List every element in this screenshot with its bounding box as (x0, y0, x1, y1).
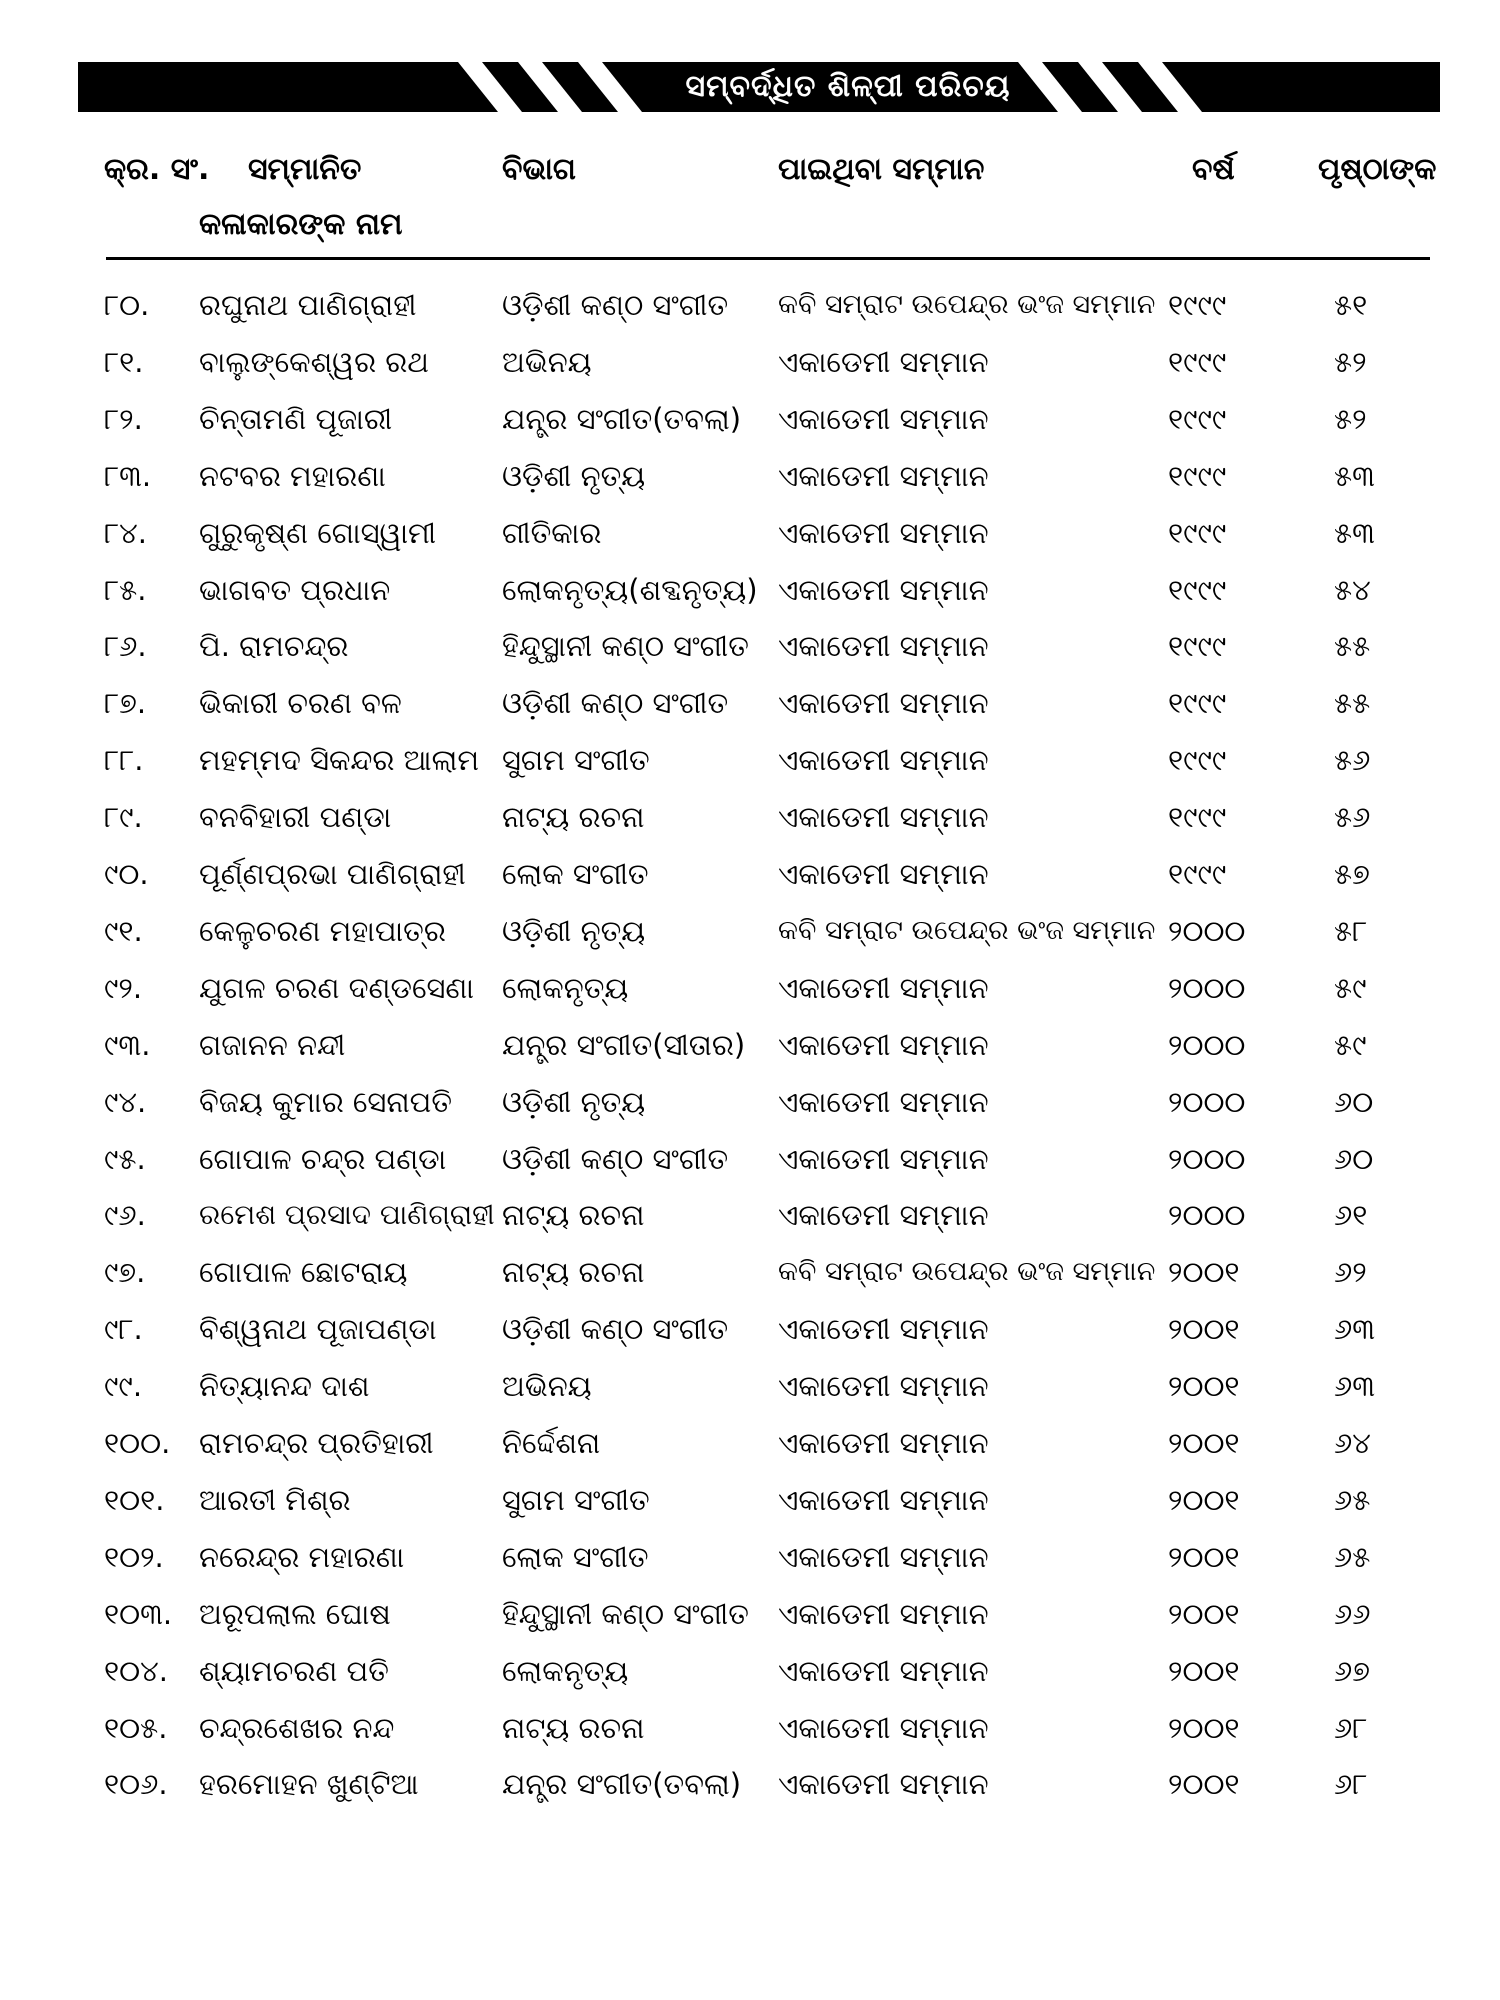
department: ନାଟ୍ୟ ରଚନା (502, 1711, 645, 1745)
serial-number: ୯୮. (104, 1312, 143, 1346)
award-name: ଏକାଡେମୀ ସମ୍ମାନ (778, 686, 989, 720)
department: ଅଭିନୟ (502, 1369, 592, 1403)
page-number: ୫୫ (1334, 686, 1371, 720)
page-number: ୫୫ (1334, 629, 1371, 663)
artist-name: ରାମଚନ୍ଦ୍ର ପ୍ରତିହାରୀ (199, 1426, 434, 1460)
artist-name: ଗୋପାଳ ଚନ୍ଦ୍ର ପଣ୍ଡା (199, 1142, 447, 1176)
award-year: ୧୯୯୯ (1168, 743, 1227, 777)
page-number: ୬୮ (1334, 1711, 1368, 1745)
award-name: ଏକାଡେମୀ ସମ୍ମାନ (778, 1028, 989, 1062)
artist-name: ବାଲୁଙ୍କେଶ୍ୱର ରଥ (199, 345, 429, 379)
page-number: ୫୨ (1334, 402, 1367, 436)
artist-name: ନଟବର ମହାରଣା (199, 459, 386, 493)
department: ନାଟ୍ୟ ରଚନା (502, 1255, 645, 1289)
award-year: ୨୦୦୧ (1168, 1483, 1240, 1517)
serial-number: ୮୨. (104, 402, 143, 436)
award-year: ୨୦୦୧ (1168, 1767, 1240, 1801)
page-number: ୫୧ (1334, 288, 1368, 322)
department: ଓଡ଼ିଶୀ ନୃତ୍ୟ (502, 1085, 646, 1119)
header-name-line2: କଳାକାରଙ୍କ ନାମ (199, 207, 403, 242)
serial-number: ୮୪. (104, 516, 147, 550)
award-name: ଏକାଡେମୀ ସମ୍ମାନ (778, 1369, 989, 1403)
table-row (0, 1419, 1500, 1475)
award-name: ଏକାଡେମୀ ସମ୍ମାନ (778, 857, 989, 891)
department: ସୁଗମ ସଂଗୀତ (502, 743, 650, 777)
table-row (0, 679, 1500, 735)
serial-number: ୯୧. (104, 914, 143, 948)
table-row (0, 1021, 1500, 1077)
table-row (0, 622, 1500, 678)
artist-name: ହରମୋହନ ଖୁଣ୍ଟିଆ (199, 1767, 419, 1801)
table-row (0, 1135, 1500, 1191)
award-name: ଏକାଡେମୀ ସମ୍ମାନ (778, 573, 989, 607)
artist-name: ରଘୁନାଥ ପାଣିଗ୍ରାହୀ (199, 288, 417, 322)
artist-name: ଆରତୀ ମିଶ୍ର (199, 1483, 351, 1517)
page-number: ୫୭ (1334, 857, 1370, 891)
page-number: ୫୬ (1334, 800, 1371, 834)
award-name: ଏକାଡେମୀ ସମ୍ମାନ (778, 1085, 989, 1119)
header-year: ବର୍ଷ (1192, 152, 1235, 187)
serial-number: ୯୦. (104, 857, 149, 891)
table-row (0, 281, 1500, 337)
serial-number: ୧୦୬. (104, 1767, 168, 1801)
page-number: ୬୫ (1334, 1540, 1371, 1574)
department: ଲୋକ ସଂଗୀତ (502, 1540, 649, 1574)
artist-name: ଭାଗବତ ପ୍ରଧାନ (199, 573, 391, 607)
department: ଓଡ଼ିଶୀ କଣ୍ଠ ସଂଗୀତ (502, 1312, 729, 1346)
award-name: ଏକାଡେମୀ ସମ୍ମାନ (778, 1312, 989, 1346)
award-year: ୧୯୯୯ (1168, 857, 1227, 891)
table-row (0, 452, 1500, 508)
award-name: ଏକାଡେମୀ ସମ୍ମାନ (778, 1198, 989, 1232)
serial-number: ୧୦୦. (104, 1426, 171, 1460)
table-row (0, 1760, 1500, 1816)
award-year: ୨୦୦୧ (1168, 1597, 1240, 1631)
artist-name: ପୂର୍ଣ୍ଣପ୍ରଭା ପାଣିଗ୍ରାହୀ (199, 857, 466, 891)
artist-name: ଗଜାନନ ନନ୍ଦୀ (199, 1028, 346, 1062)
artist-name: ନରେନ୍ଦ୍ର ମହାରଣା (199, 1540, 405, 1574)
page-number: ୬୬ (1334, 1597, 1371, 1631)
artist-name: ନିତ୍ୟାନନ୍ଦ ଦାଶ (199, 1369, 370, 1403)
page-number: ୬୧ (1334, 1198, 1368, 1232)
artist-name: ବିଜୟ କୁମାର ସେନାପତି (199, 1085, 453, 1119)
award-year: ୧୯୯୯ (1168, 629, 1227, 663)
table-row (0, 1533, 1500, 1589)
award-name: ଏକାଡେମୀ ସମ୍ମାନ (778, 1483, 989, 1517)
award-year: ୨୦୦୦ (1168, 1028, 1246, 1062)
department: ଲୋକନୃତ୍ୟ(ଶବ୍ଦନୃତ୍ୟ) (502, 573, 758, 607)
page-number: ୫୩ (1334, 516, 1375, 550)
serial-number: ୧୦୩. (104, 1597, 173, 1631)
page-number: ୬୭ (1334, 1654, 1370, 1688)
department: ଓଡ଼ିଶୀ ନୃତ୍ୟ (502, 459, 646, 493)
table-row (0, 1191, 1500, 1247)
serial-number: ୮୩. (104, 459, 152, 493)
award-year: ୧୯୯୯ (1168, 288, 1227, 322)
department: ଯନ୍ତ୍ର ସଂଗୀତ(ତବଲା) (502, 402, 742, 436)
department: ଲୋକନୃତ୍ୟ (502, 971, 629, 1005)
award-name: ଏକାଡେମୀ ସମ୍ମାନ (778, 971, 989, 1005)
header-page: ପୃଷ୍ଠାଙ୍କ (1318, 152, 1437, 187)
award-name: ଏକାଡେମୀ ସମ୍ମାନ (778, 1426, 989, 1460)
department: ନାଟ୍ୟ ରଚନା (502, 800, 645, 834)
column-headers (0, 0, 1500, 260)
serial-number: ୯୯. (104, 1369, 143, 1403)
department: ଗୀତିକାର (502, 516, 602, 550)
department: ଓଡ଼ିଶୀ ନୃତ୍ୟ (502, 914, 646, 948)
artist-name: ଭିକାରୀ ଚରଣ ବଳ (199, 686, 402, 720)
award-year: ୨୦୦୧ (1168, 1540, 1240, 1574)
page-number: ୬୦ (1334, 1085, 1374, 1119)
page-number: ୫୮ (1334, 914, 1368, 948)
award-year: ୨୦୦୦ (1168, 914, 1246, 948)
award-year: ୨୦୦୦ (1168, 1142, 1246, 1176)
page-title: ସମ୍ବର୍ଦ୍ଧିତ ଶିଳ୍ପୀ ପରିଚୟ (685, 69, 1011, 104)
header-name-line1: ସମ୍ମାନିତ (248, 152, 362, 187)
award-year: ୨୦୦୧ (1168, 1255, 1240, 1289)
serial-number: ୯୩. (104, 1028, 151, 1062)
serial-number: ୮୬. (104, 629, 147, 663)
serial-number: ୮୯. (104, 800, 143, 834)
page-number: ୬୪ (1334, 1426, 1371, 1460)
award-name: ଏକାଡେମୀ ସମ୍ମାନ (778, 1767, 989, 1801)
header-award: ପାଇଥିବା ସମ୍ମାନ (778, 152, 985, 187)
award-name: ଏକାଡେମୀ ସମ୍ମାନ (778, 516, 989, 550)
serial-number: ୯୬. (104, 1198, 146, 1232)
page-number: ୫୪ (1334, 573, 1371, 607)
award-name: ଏକାଡେମୀ ସମ୍ମାନ (778, 800, 989, 834)
award-year: ୧୯୯୯ (1168, 573, 1227, 607)
page-number: ୬୫ (1334, 1483, 1371, 1517)
department: ଯନ୍ତ୍ର ସଂଗୀତ(ସୀତାର) (502, 1028, 746, 1062)
department: ନାଟ୍ୟ ରଚନା (502, 1198, 645, 1232)
award-year: ୨୦୦୧ (1168, 1711, 1240, 1745)
page-number: ୫୩ (1334, 459, 1375, 493)
artist-name: କେଳୁଚରଣ ମହାପାତ୍ର (199, 914, 446, 948)
award-year: ୨୦୦୧ (1168, 1426, 1240, 1460)
artist-name: ମହମ୍ମଦ ସିକନ୍ଦର ଆଲାମ (199, 743, 480, 777)
artist-name: ଗୁରୁକୃଷ୍ଣ ଗୋସ୍ୱାମୀ (199, 516, 437, 550)
award-name: କବି ସମ୍ରାଟ ଉପେନ୍ଦ୍ର ଭଂଜ ସମ୍ମାନ (778, 289, 1156, 320)
award-year: ୨୦୦୦ (1168, 971, 1246, 1005)
table-row (0, 509, 1500, 565)
award-name: ଏକାଡେମୀ ସମ୍ମାନ (778, 1711, 989, 1745)
award-year: ୧୯୯୯ (1168, 402, 1227, 436)
award-name: କବି ସମ୍ରାଟ ଉପେନ୍ଦ୍ର ଭଂଜ ସମ୍ମାନ (778, 915, 1156, 946)
page-number: ୫୬ (1334, 743, 1371, 777)
table-row (0, 850, 1500, 906)
award-name: ଏକାଡେମୀ ସମ୍ମାନ (778, 459, 989, 493)
table-row (0, 395, 1500, 451)
award-year: ୨୦୦୧ (1168, 1369, 1240, 1403)
page-number: ୬୮ (1334, 1767, 1368, 1801)
award-name: ଏକାଡେମୀ ସମ୍ମାନ (778, 629, 989, 663)
department: ଯନ୍ତ୍ର ସଂଗୀତ(ତବଲା) (502, 1767, 742, 1801)
table-row (0, 1248, 1500, 1304)
table-row (0, 1647, 1500, 1703)
table-row (0, 964, 1500, 1020)
artist-name: ଚିନ୍ତାମଣି ପୂଜାରୀ (199, 402, 393, 436)
department: ଲୋକନୃତ୍ୟ (502, 1654, 629, 1688)
serial-number: ୮୫. (104, 573, 147, 607)
serial-number: ୧୦୧. (104, 1483, 165, 1517)
serial-number: ୮୭. (104, 686, 147, 720)
award-name: ଏକାଡେମୀ ସମ୍ମାନ (778, 1142, 989, 1176)
award-year: ୨୦୦୧ (1168, 1654, 1240, 1688)
award-year: ୧୯୯୯ (1168, 800, 1227, 834)
table-row (0, 1476, 1500, 1532)
department: ଓଡ଼ିଶୀ କଣ୍ଠ ସଂଗୀତ (502, 288, 729, 322)
table-row (0, 1078, 1500, 1134)
serial-number: ୯୪. (104, 1085, 147, 1119)
serial-number: ୯୨. (104, 971, 143, 1005)
serial-number: ୧୦୪. (104, 1654, 168, 1688)
serial-number: ୮୦. (104, 288, 150, 322)
award-year: ୧୯୯୯ (1168, 459, 1227, 493)
department: ଅଭିନୟ (502, 345, 592, 379)
artist-name: ଅରୂପଲାଲ ଘୋଷ (199, 1597, 391, 1631)
page-number: ୫୨ (1334, 345, 1367, 379)
table-row (0, 1305, 1500, 1361)
table-row (0, 338, 1500, 394)
table-row (0, 566, 1500, 622)
page-number: ୬୨ (1334, 1255, 1367, 1289)
serial-number: ୧୦୨. (104, 1540, 164, 1574)
page-number: ୬୦ (1334, 1142, 1374, 1176)
table-row (0, 793, 1500, 849)
page-number: ୫୯ (1334, 1028, 1367, 1062)
award-name: ଏକାଡେମୀ ସମ୍ମାନ (778, 1540, 989, 1574)
award-year: ୧୯୯୯ (1168, 345, 1227, 379)
table-row (0, 1362, 1500, 1418)
artist-name: ଚନ୍ଦ୍ରଶେଖର ନନ୍ଦ (199, 1711, 395, 1745)
page-number: ୬୩ (1334, 1369, 1376, 1403)
serial-number: ୮୮. (104, 743, 144, 777)
table-row (0, 907, 1500, 963)
table-row (0, 1704, 1500, 1760)
artist-name: ରମେଶ ପ୍ରସାଦ ପାଣିଗ୍ରାହୀ (199, 1198, 495, 1231)
artist-name: ଶ୍ୟାମଚରଣ ପତି (199, 1654, 389, 1688)
award-name: ଏକାଡେମୀ ସମ୍ମାନ (778, 743, 989, 777)
header-serial: କ୍ର. ସଂ. (104, 152, 210, 187)
artist-name: ବିଶ୍ୱନାଥ ପୂଜାପଣ୍ଡା (199, 1312, 437, 1346)
award-name: ଏକାଡେମୀ ସମ୍ମାନ (778, 1654, 989, 1688)
award-name: ଏକାଡେମୀ ସମ୍ମାନ (778, 345, 989, 379)
department: ଓଡ଼ିଶୀ କଣ୍ଠ ସଂଗୀତ (502, 1142, 729, 1176)
award-year: ୨୦୦୦ (1168, 1198, 1246, 1232)
header-divider (106, 257, 1430, 260)
department: ସୁଗମ ସଂଗୀତ (502, 1483, 650, 1517)
serial-number: ୧୦୫. (104, 1711, 168, 1745)
header-department: ବିଭାଗ (502, 152, 576, 187)
award-year: ୨୦୦୧ (1168, 1312, 1240, 1346)
award-year: ୨୦୦୦ (1168, 1085, 1246, 1119)
department: ଲୋକ ସଂଗୀତ (502, 857, 649, 891)
award-name: ଏକାଡେମୀ ସମ୍ମାନ (778, 1597, 989, 1631)
artist-name: ବନବିହାରୀ ପଣ୍ଡା (199, 800, 392, 834)
table-row (0, 1590, 1500, 1646)
serial-number: ୯୭. (104, 1255, 146, 1289)
serial-number: ୯୫. (104, 1142, 146, 1176)
artist-name: ଗୋପାଳ ଛୋଟରାୟ (199, 1255, 408, 1289)
page-number: ୬୩ (1334, 1312, 1376, 1346)
page-number: ୫୯ (1334, 971, 1367, 1005)
award-name: କବି ସମ୍ରାଟ ଉପେନ୍ଦ୍ର ଭଂଜ ସମ୍ମାନ (778, 1256, 1156, 1287)
artist-name: ପି. ରାମଚନ୍ଦ୍ର (199, 629, 349, 663)
award-year: ୧୯୯୯ (1168, 686, 1227, 720)
award-year: ୧୯୯୯ (1168, 516, 1227, 550)
table-row (0, 736, 1500, 792)
department: ହିନ୍ଦୁସ୍ଥାନୀ କଣ୍ଠ ସଂଗୀତ (502, 1597, 749, 1631)
department: ହିନ୍ଦୁସ୍ଥାନୀ କଣ୍ଠ ସଂଗୀତ (502, 629, 749, 663)
department: ନିର୍ଦ୍ଦେଶନା (502, 1426, 601, 1460)
award-name: ଏକାଡେମୀ ସମ୍ମାନ (778, 402, 989, 436)
department: ଓଡ଼ିଶୀ କଣ୍ଠ ସଂଗୀତ (502, 686, 729, 720)
artist-name: ଯୁଗଳ ଚରଣ ଦଣ୍ଡସେଣା (199, 971, 474, 1005)
serial-number: ୮୧. (104, 345, 144, 379)
